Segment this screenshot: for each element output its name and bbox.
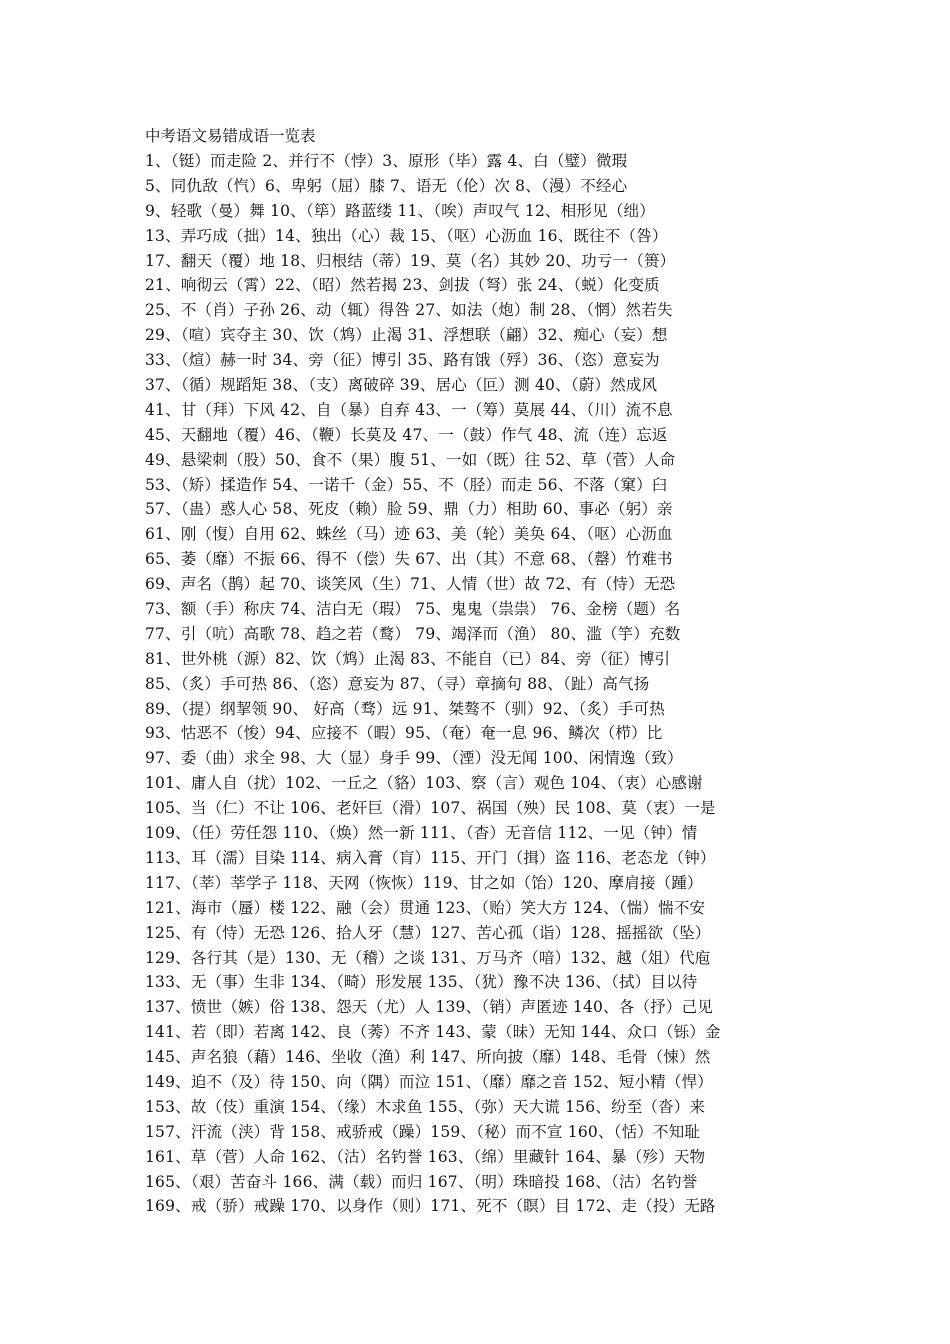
idiom-line: 61、刚（愎）自用 62、蛛丝（马）迹 63、美（轮）美奂 64、（呕）心沥血 bbox=[145, 525, 673, 544]
idiom-line: 97、委（曲）求全 98、大（显）身手 99、（湮）没无闻 100、闲情逸（致） bbox=[145, 749, 683, 768]
idiom-line: 37、（循）规蹈矩 38、（支）离破碎 39、居心（叵）测 40、（蔚）然成风 bbox=[145, 376, 658, 395]
idiom-line: 5、同仇敌（忾）6、卑躬（屈）膝 7、语无（伦）次 8、（漫）不经心 bbox=[145, 176, 628, 195]
idiom-line: 157、汗流（浃）背 158、戒骄戒（躁）159、（秘）而不宣 160、（恬）不知耻 bbox=[145, 1122, 701, 1141]
idiom-line: 129、各行其（是）130、无（稽）之谈 131、万马齐（喑）132、越（俎）代庖 bbox=[145, 948, 711, 967]
idiom-line: 45、天翻地（覆）46、（鞭）长莫及 47、一（鼓）作气 48、流（连）忘返 bbox=[145, 425, 668, 444]
idiom-line: 149、迫不（及）待 150、向（隅）而泣 151、（靡）靡之音 152、短小精（悍） bbox=[145, 1072, 713, 1091]
idiom-line: 25、不（肖）子孙 26、动（辄）得咎 27、如法（炮）制 28、（惘）然若失 bbox=[145, 301, 673, 320]
idiom-list bbox=[145, 149, 745, 1219]
idiom-line: 101、庸人自（扰）102、一丘之（貉）103、察（言）观色 104、（衷）心感谢 bbox=[145, 774, 703, 793]
idiom-line: 117、（莘）莘学子 118、天网（恢恢）119、甘之如（饴）120、摩肩接（踵） bbox=[145, 873, 703, 892]
idiom-line: 29、（喧）宾夺主 30、饮（鸩）止渴 31、浮想联（翩）32、痴心（妄）想 bbox=[145, 326, 668, 345]
idiom-line: 17、翻天（覆）地 18、归根结（蒂）19、莫（名）其妙 20、功亏一（篑） bbox=[145, 251, 676, 270]
idiom-line: 93、怙恶不（悛）94、应接不（暇）95、（奄）奄一息 96、鳞次（栉）比 bbox=[145, 724, 663, 743]
idiom-line: 109、（任）劳任怨 110、（焕）然一新 111、（杳）无音信 112、一见（钟）情 bbox=[145, 824, 698, 843]
idiom-line: 73、额（手）称庆 74、洁白无（瑕） 75、鬼鬼（祟祟） 76、金榜（题）名 bbox=[145, 600, 681, 619]
idiom-line: 169、戒（骄）戒躁 170、以身作（则）171、死不（瞑）目 172、走（投）无路 bbox=[145, 1197, 716, 1216]
idiom-line: 9、轻歌（曼）舞 10、（筚）路蓝缕 11、（唉）声叹气 12、相形见（绌） bbox=[145, 201, 655, 220]
idiom-line: 57、（蛊）惑人心 58、死皮（赖）脸 59、鼎（力）相助 60、事必（躬）亲 bbox=[145, 500, 673, 519]
idiom-line: 69、声名（鹊）起 70、谈笑风（生）71、人情（世）故 72、有（恃）无恐 bbox=[145, 575, 676, 594]
idiom-line: 1、（铤）而走险 2、并行不（悖）3、原形（毕）露 4、白（璧）微瑕 bbox=[145, 152, 628, 170]
idiom-line: 65、萎（靡）不振 66、得不（偿）失 67、出（其）不意 68、（罄）竹难书 bbox=[145, 550, 673, 569]
idiom-line: 161、草（菅）人命 162、（沽）名钓誉 163、（绵）里藏针 164、暴（殄）天物 bbox=[145, 1147, 706, 1166]
idiom-line: 49、悬梁刺（股）50、食不（果）腹 51、一如（既）往 52、草（菅）人命 bbox=[145, 450, 676, 469]
idiom-line: 77、引（吭）高歌 78、趋之若（鹜） 79、竭泽而（渔） 80、滥（竽）充数 bbox=[145, 624, 681, 643]
idiom-line: 165、（艰）苦奋斗 166、满（载）而归 167、（明）珠暗投 168、（沽）名钓誉 bbox=[145, 1172, 698, 1191]
idiom-line: 85、（炙）手可热 86、（恣）意妄为 87、（寻）章摘句 88、（趾）高气扬 bbox=[145, 674, 650, 693]
idiom-line: 33、（煊）赫一时 34、旁（征）博引 35、路有饿（殍）36、（恣）意妄为 bbox=[145, 351, 660, 370]
idiom-line: 137、愤世（嫉）俗 138、怨天（尤）人 139、（销）声匿迹 140、各（抒）己见 bbox=[145, 998, 713, 1017]
idiom-line: 13、弄巧成（拙）14、独出（心）裁 15、（呕）心沥血 16、既往不（咎） bbox=[145, 226, 668, 245]
idiom-line: 153、故（伎）重演 154、（缘）木求鱼 155、（弥）天大谎 156、纷至（沓）来 bbox=[145, 1097, 706, 1116]
idiom-line: 89、（提）纲挈领 90、 好高（骛）远 91、桀骜不（驯）92、（炙）手可热 bbox=[145, 699, 665, 718]
idiom-line: 113、耳（濡）目染 114、病入膏（肓）115、开门（揖）盗 116、老态龙（钟） bbox=[145, 848, 716, 867]
idiom-line: 53、（矫）揉造作 54、一诺千（金）55、不（胫）而走 56、不落（窠）臼 bbox=[145, 475, 668, 494]
idiom-line: 141、若（即）若离 142、良（莠）不齐 143、蒙（昧）无知 144、众口（铄）金 bbox=[145, 1023, 721, 1042]
idiom-line: 125、有（恃）无恐 126、拾人牙（慧）127、苦心孤（诣）128、摇摇欲（坠） bbox=[145, 923, 711, 942]
idiom-line: 21、响彻云（霄）22、（昭）然若揭 23、剑拔（弩）张 24、（蜕）化变质 bbox=[145, 276, 660, 295]
idiom-line: 133、无（事）生非 134、（畸）形发展 135、（犹）豫不决 136、（拭）目以待 bbox=[145, 973, 698, 992]
idiom-line: 145、声名狼（藉）146、坐收（渔）利 147、所向披（靡）148、毛骨（悚）然 bbox=[145, 1048, 711, 1067]
idiom-line: 105、当（仁）不让 106、老奸巨（滑）107、祸国（殃）民 108、莫（衷）一是 bbox=[145, 799, 716, 818]
idiom-line: 41、甘（拜）下风 42、自（暴）自弃 43、一（筹）莫展 44、（川）流不息 bbox=[145, 400, 673, 419]
document-body bbox=[145, 124, 745, 1219]
idiom-line: 81、世外桃（源）82、饮（鸩）止渴 83、不能自（已）84、旁（征）博引 bbox=[145, 649, 671, 668]
document-title: 中考语文易错成语一览表 bbox=[145, 127, 316, 145]
idiom-line: 121、海市（蜃）楼 122、融（会）贯通 123、（贻）笑大方 124、（惴）惴不安 bbox=[145, 898, 706, 917]
